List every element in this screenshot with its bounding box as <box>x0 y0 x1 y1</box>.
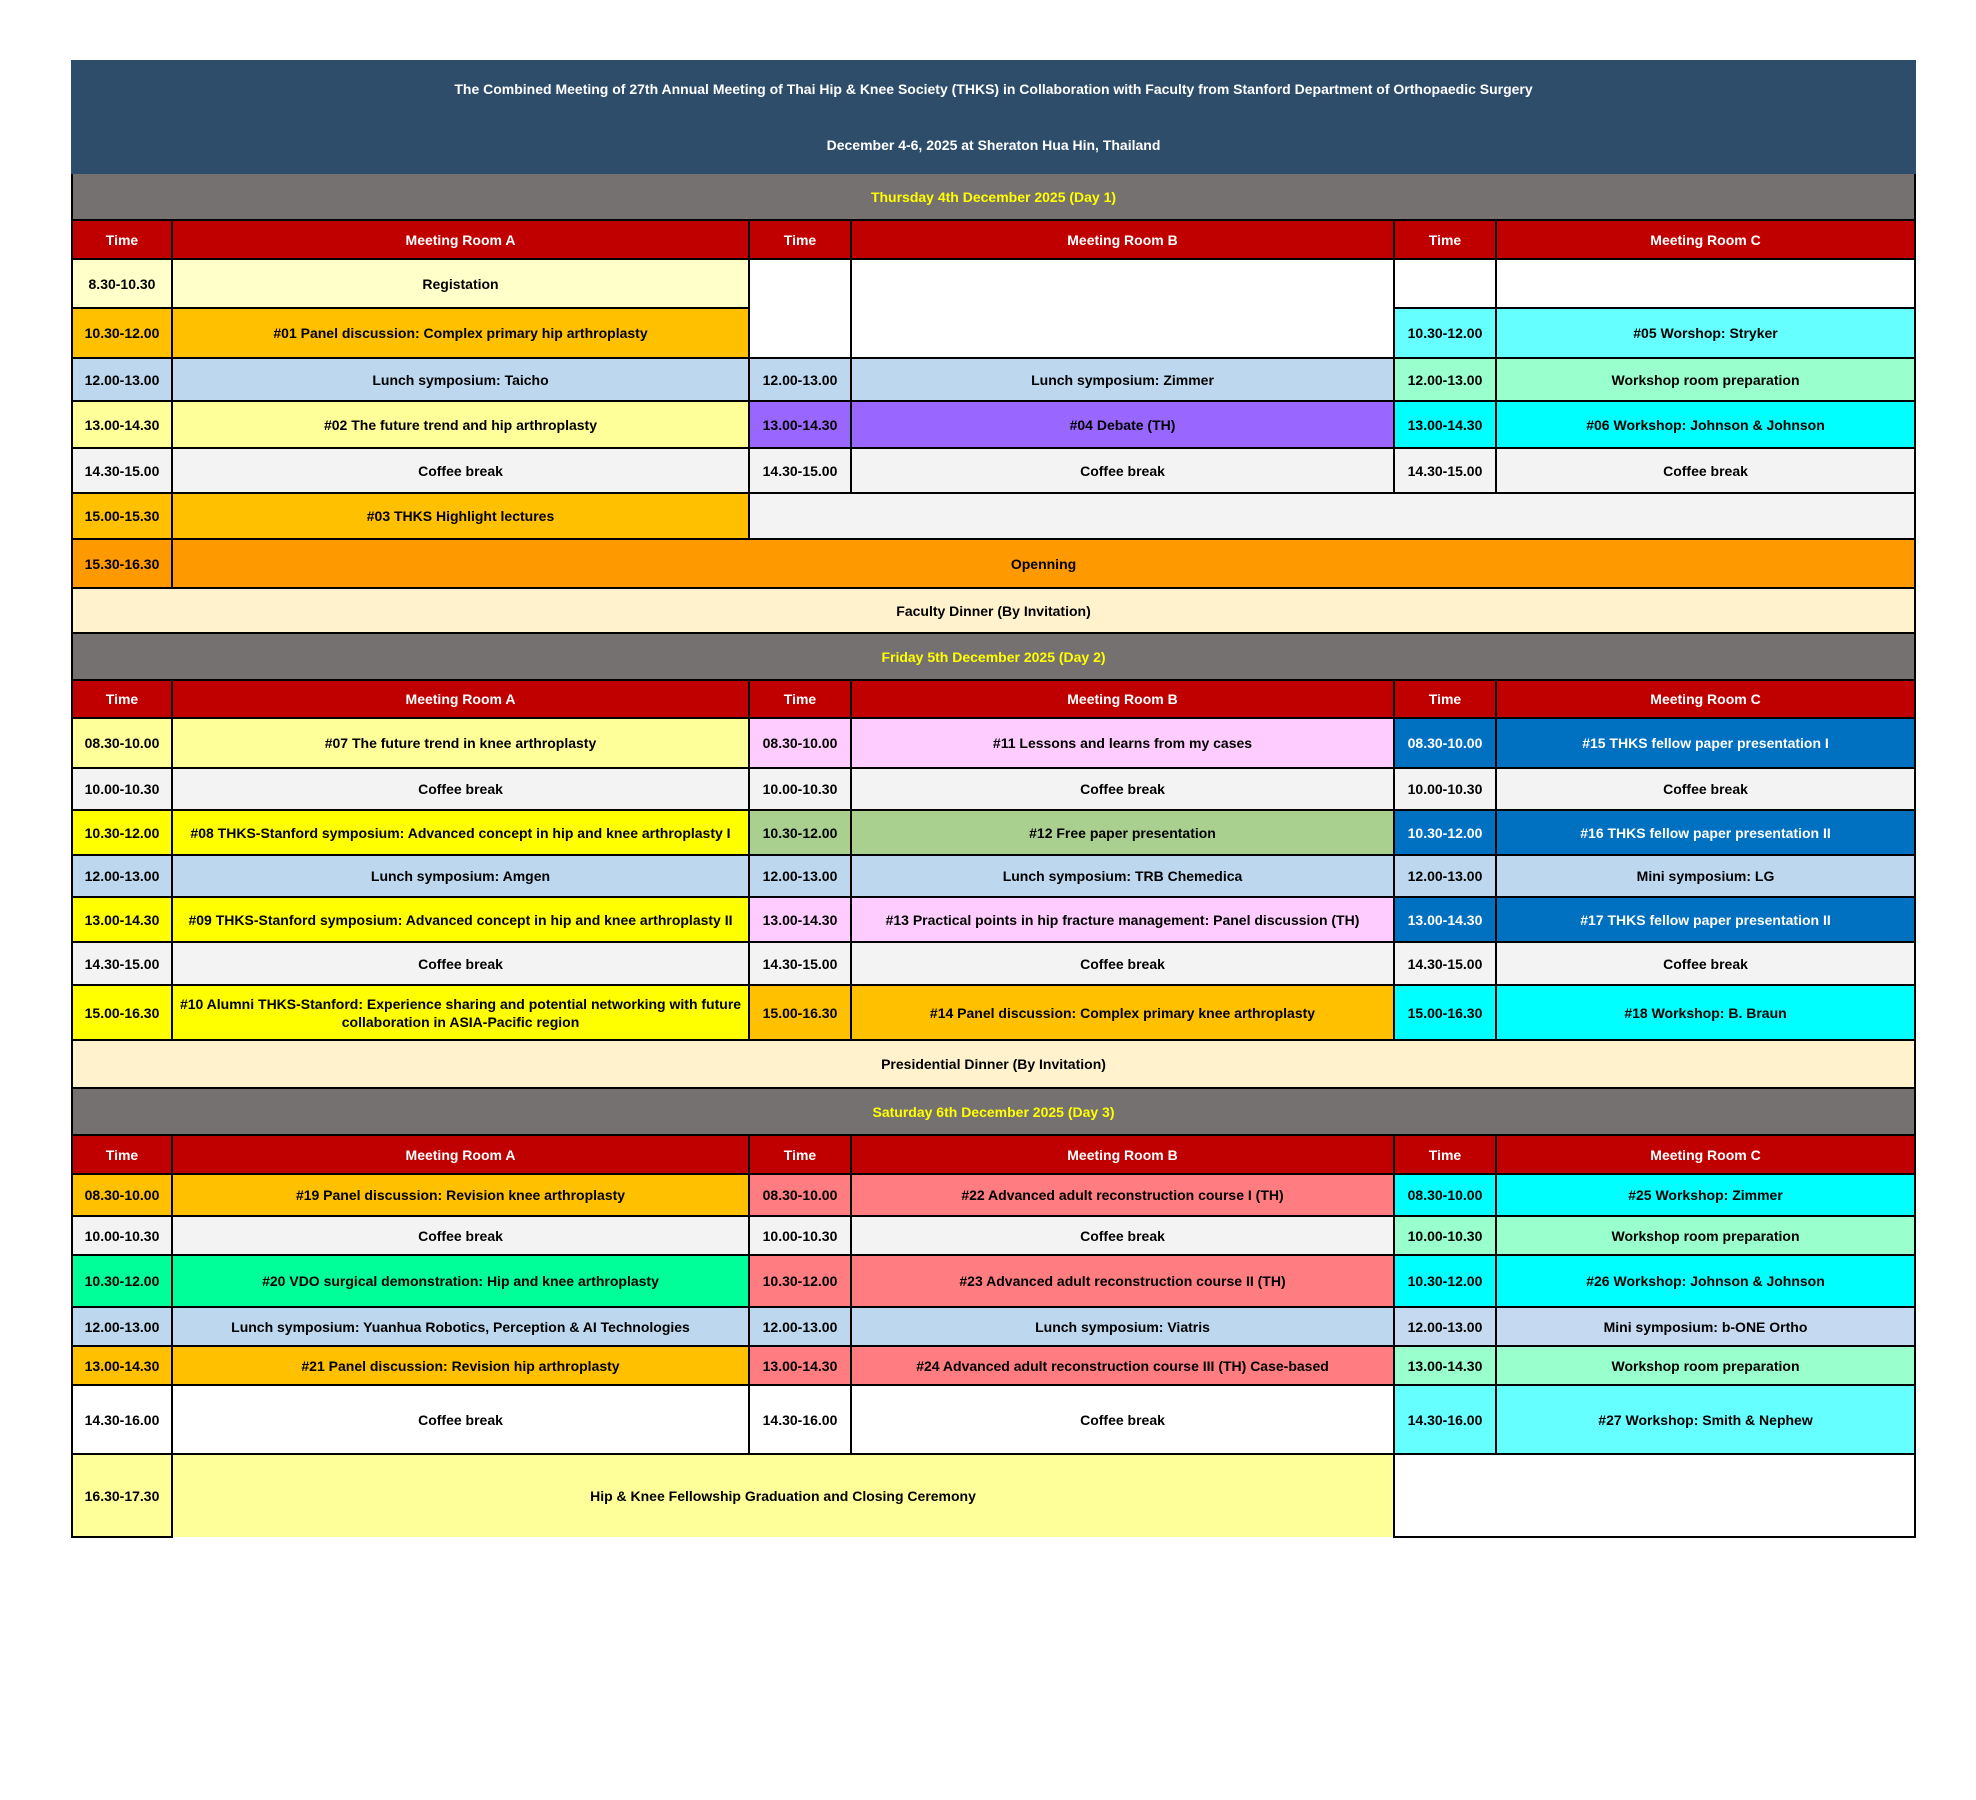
session-cell: Registation <box>172 259 749 308</box>
session-cell: #08 THKS-Stanford symposium: Advanced concept in hip and knee arthroplasty I <box>172 810 749 855</box>
empty-cell <box>1496 259 1915 308</box>
session-cell: Lunch symposium: Zimmer <box>851 358 1394 401</box>
table-row <box>72 1040 1915 1088</box>
table-row <box>72 1174 1915 1216</box>
time-cell: 12.00-13.00 <box>749 855 851 897</box>
session-cell: Coffee break <box>172 1216 749 1255</box>
time-cell: 08.30-10.00 <box>749 718 851 768</box>
session-cell: #03 THKS Highlight lectures <box>172 493 749 539</box>
time-cell: 12.00-13.00 <box>72 855 172 897</box>
time-cell: 08.30-10.00 <box>72 718 172 768</box>
time-cell: 10.00-10.30 <box>1394 1216 1496 1255</box>
session-cell: #09 THKS-Stanford symposium: Advanced concept in hip and knee arthroplasty II <box>172 897 749 942</box>
session-cell: #02 The future trend and hip arthroplasty <box>172 401 749 448</box>
session-cell: #07 The future trend in knee arthroplasty <box>172 718 749 768</box>
empty-cell <box>749 493 1915 539</box>
time-cell: 8.30-10.30 <box>72 259 172 308</box>
session-cell: #14 Panel discussion: Complex primary knee arthroplasty <box>851 985 1394 1040</box>
empty-cell <box>1394 1454 1915 1537</box>
time-cell: 15.00-15.30 <box>72 493 172 539</box>
schedule-sheet <box>71 60 1916 1538</box>
time-cell: 10.30-12.00 <box>1394 308 1496 358</box>
empty-cell <box>749 259 851 358</box>
col-header-room-c: Meeting Room C <box>1496 680 1915 718</box>
session-cell: Lunch symposium: Amgen <box>172 855 749 897</box>
session-cell: #11 Lessons and learns from my cases <box>851 718 1394 768</box>
time-cell: 13.00-14.30 <box>72 401 172 448</box>
dinner-cell: Presidential Dinner (By Invitation) <box>72 1040 1915 1088</box>
session-cell: Lunch symposium: Taicho <box>172 358 749 401</box>
time-cell: 13.00-14.30 <box>1394 1346 1496 1385</box>
time-cell: 14.30-16.00 <box>749 1385 851 1454</box>
col-header-room-c: Meeting Room C <box>1496 1135 1915 1174</box>
table-row <box>72 588 1915 633</box>
session-cell: Lunch symposium: Yuanhua Robotics, Perception & AI Technologies <box>172 1307 749 1346</box>
time-cell: 10.30-12.00 <box>749 810 851 855</box>
time-cell: 10.30-12.00 <box>1394 810 1496 855</box>
time-cell: 13.00-14.30 <box>749 1346 851 1385</box>
time-cell: 08.30-10.00 <box>749 1174 851 1216</box>
session-cell: #13 Practical points in hip fracture management: Panel discussion (TH) <box>851 897 1394 942</box>
time-cell: 15.30-16.30 <box>72 539 172 588</box>
session-cell: Coffee break <box>851 1385 1394 1454</box>
schedule-title: The Combined Meeting of 27th Annual Meeting of Thai Hip & Knee Society (THKS) in Collaboration with Faculty from Stanford Department of Orthopaedic Surgery <box>72 61 1915 117</box>
table-row <box>72 810 1915 855</box>
table-row <box>72 768 1915 810</box>
col-header-room-a: Meeting Room A <box>172 680 749 718</box>
col-header-time: Time <box>72 220 172 259</box>
session-cell: Coffee break <box>172 942 749 985</box>
session-cell: Coffee break <box>172 1385 749 1454</box>
empty-cell <box>1394 259 1496 308</box>
day3-title: Saturday 6th December 2025 (Day 3) <box>72 1088 1915 1135</box>
session-cell: Coffee break <box>1496 448 1915 493</box>
time-cell: 15.00-16.30 <box>749 985 851 1040</box>
col-header-time: Time <box>1394 1135 1496 1174</box>
time-cell: 14.30-15.00 <box>749 942 851 985</box>
table-row <box>72 855 1915 897</box>
table-row <box>72 358 1915 401</box>
session-cell: #06 Workshop: Johnson & Johnson <box>1496 401 1915 448</box>
col-header-time: Time <box>749 220 851 259</box>
session-cell: #12 Free paper presentation <box>851 810 1394 855</box>
session-cell: Coffee break <box>1496 942 1915 985</box>
day2-title: Friday 5th December 2025 (Day 2) <box>72 633 1915 680</box>
col-header-time: Time <box>72 1135 172 1174</box>
time-cell: 10.30-12.00 <box>749 1255 851 1307</box>
session-cell: #25 Workshop: Zimmer <box>1496 1174 1915 1216</box>
session-cell: Workshop room preparation <box>1496 1216 1915 1255</box>
dinner-cell: Faculty Dinner (By Invitation) <box>72 588 1915 633</box>
table-row <box>72 1454 1915 1537</box>
time-cell: 10.00-10.30 <box>1394 768 1496 810</box>
schedule-table <box>71 60 1916 1538</box>
table-row <box>72 1385 1915 1454</box>
time-cell: 08.30-10.00 <box>72 1174 172 1216</box>
table-row <box>72 493 1915 539</box>
col-header-room-a: Meeting Room A <box>172 220 749 259</box>
time-cell: 14.30-15.00 <box>1394 942 1496 985</box>
session-cell: #22 Advanced adult reconstruction course I (TH) <box>851 1174 1394 1216</box>
time-cell: 13.00-14.30 <box>1394 401 1496 448</box>
table-row <box>72 1307 1915 1346</box>
col-header-time: Time <box>72 680 172 718</box>
col-header-room-c: Meeting Room C <box>1496 220 1915 259</box>
table-row <box>72 448 1915 493</box>
time-cell: 15.00-16.30 <box>72 985 172 1040</box>
session-cell: Coffee break <box>851 942 1394 985</box>
table-row <box>72 718 1915 768</box>
session-cell: #17 THKS fellow paper presentation II <box>1496 897 1915 942</box>
time-cell: 10.00-10.30 <box>72 768 172 810</box>
table-row <box>72 1255 1915 1307</box>
time-cell: 10.00-10.30 <box>72 1216 172 1255</box>
session-cell: #23 Advanced adult reconstruction course II (TH) <box>851 1255 1394 1307</box>
session-cell: Workshop room preparation <box>1496 358 1915 401</box>
col-header-room-b: Meeting Room B <box>851 680 1394 718</box>
time-cell: 08.30-10.00 <box>1394 1174 1496 1216</box>
session-cell: #01 Panel discussion: Complex primary hip arthroplasty <box>172 308 749 358</box>
time-cell: 14.30-15.00 <box>749 448 851 493</box>
time-cell: 15.00-16.30 <box>1394 985 1496 1040</box>
session-cell: Coffee break <box>851 768 1394 810</box>
session-cell: Mini symposium: b-ONE Ortho <box>1496 1307 1915 1346</box>
session-cell: Coffee break <box>172 768 749 810</box>
session-cell: #05 Worshop: Stryker <box>1496 308 1915 358</box>
ceremony-cell: Hip & Knee Fellowship Graduation and Closing Ceremony <box>172 1454 1394 1537</box>
time-cell: 14.30-15.00 <box>1394 448 1496 493</box>
schedule-subtitle: December 4-6, 2025 at Sheraton Hua Hin, Thailand <box>72 117 1915 173</box>
col-header-time: Time <box>1394 680 1496 718</box>
time-cell: 14.30-15.00 <box>72 942 172 985</box>
table-row <box>72 259 1915 308</box>
time-cell: 14.30-15.00 <box>72 448 172 493</box>
time-cell: 14.30-16.00 <box>1394 1385 1496 1454</box>
session-cell: #16 THKS fellow paper presentation II <box>1496 810 1915 855</box>
session-cell: Coffee break <box>172 448 749 493</box>
time-cell: 12.00-13.00 <box>749 358 851 401</box>
table-row <box>72 942 1915 985</box>
time-cell: 13.00-14.30 <box>72 1346 172 1385</box>
table-row <box>72 985 1915 1040</box>
time-cell: 14.30-16.00 <box>72 1385 172 1454</box>
time-cell: 12.00-13.00 <box>72 1307 172 1346</box>
col-header-time: Time <box>749 1135 851 1174</box>
time-cell: 10.30-12.00 <box>72 810 172 855</box>
time-cell: 13.00-14.30 <box>749 897 851 942</box>
col-header-time: Time <box>749 680 851 718</box>
table-row <box>72 401 1915 448</box>
session-cell: #04 Debate (TH) <box>851 401 1394 448</box>
session-cell: #24 Advanced adult reconstruction course III (TH) Case-based <box>851 1346 1394 1385</box>
col-header-room-b: Meeting Room B <box>851 220 1394 259</box>
time-cell: 13.00-14.30 <box>749 401 851 448</box>
time-cell: 13.00-14.30 <box>1394 897 1496 942</box>
session-cell: #15 THKS fellow paper presentation I <box>1496 718 1915 768</box>
time-cell: 12.00-13.00 <box>1394 855 1496 897</box>
session-cell: Coffee break <box>851 448 1394 493</box>
empty-cell <box>851 259 1394 358</box>
time-cell: 12.00-13.00 <box>72 358 172 401</box>
time-cell: 08.30-10.00 <box>1394 718 1496 768</box>
session-cell: Workshop room preparation <box>1496 1346 1915 1385</box>
col-header-room-b: Meeting Room B <box>851 1135 1394 1174</box>
time-cell: 12.00-13.00 <box>1394 358 1496 401</box>
time-cell: 12.00-13.00 <box>749 1307 851 1346</box>
session-cell: #26 Workshop: Johnson & Johnson <box>1496 1255 1915 1307</box>
time-cell: 10.30-12.00 <box>72 1255 172 1307</box>
session-cell: Openning <box>172 539 1915 588</box>
time-cell: 10.30-12.00 <box>1394 1255 1496 1307</box>
time-cell: 10.00-10.30 <box>749 768 851 810</box>
session-cell: Lunch symposium: Viatris <box>851 1307 1394 1346</box>
session-cell: #21 Panel discussion: Revision hip arthroplasty <box>172 1346 749 1385</box>
session-cell: #10 Alumni THKS-Stanford: Experience sharing and potential networking with future collaboration in ASIA-Pacific region <box>172 985 749 1040</box>
day1-title: Thursday 4th December 2025 (Day 1) <box>72 173 1915 220</box>
session-cell: Lunch symposium: TRB Chemedica <box>851 855 1394 897</box>
table-row <box>72 1346 1915 1385</box>
time-cell: 10.00-10.30 <box>749 1216 851 1255</box>
session-cell: Coffee break <box>1496 768 1915 810</box>
table-row <box>72 539 1915 588</box>
time-cell: 10.30-12.00 <box>72 308 172 358</box>
session-cell: Mini symposium: LG <box>1496 855 1915 897</box>
session-cell: #20 VDO surgical demonstration: Hip and knee arthroplasty <box>172 1255 749 1307</box>
session-cell: #27 Workshop: Smith & Nephew <box>1496 1385 1915 1454</box>
col-header-room-a: Meeting Room A <box>172 1135 749 1174</box>
session-cell: Coffee break <box>851 1216 1394 1255</box>
table-row <box>72 1216 1915 1255</box>
col-header-time: Time <box>1394 220 1496 259</box>
session-cell: #19 Panel discussion: Revision knee arthroplasty <box>172 1174 749 1216</box>
session-cell: #18 Workshop: B. Braun <box>1496 985 1915 1040</box>
time-cell: 16.30-17.30 <box>72 1454 172 1537</box>
time-cell: 12.00-13.00 <box>1394 1307 1496 1346</box>
table-row <box>72 897 1915 942</box>
time-cell: 13.00-14.30 <box>72 897 172 942</box>
